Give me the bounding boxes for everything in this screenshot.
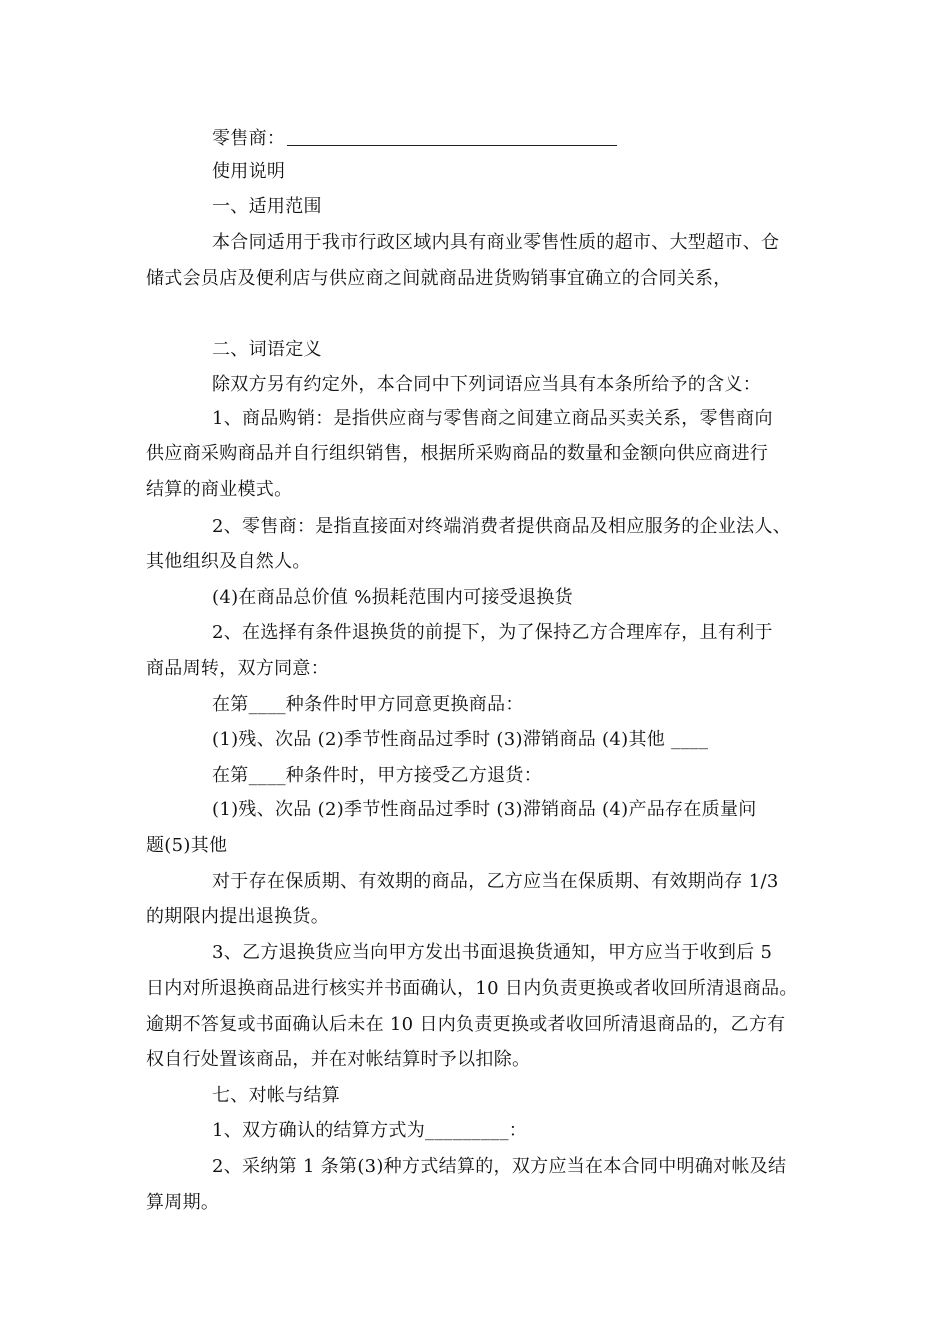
return-clause-3-line: 日内对所退换商品进行核实并书面确认，10 日内负责更换或者收回所清退商品。	[146, 978, 798, 999]
definition-1-line: 1、商品购销：是指供应商与零售商之间建立商品买卖关系，零售商向	[212, 408, 773, 429]
return-clause-3-line: 权自行处置该商品，并在对帐结算时予以扣除。	[146, 1049, 531, 1070]
retailer-field	[212, 126, 814, 152]
return-clause-3-line: 3、乙方退换货应当向甲方发出书面退换货通知，甲方应当于收到后 5	[212, 942, 773, 963]
settlement-clause-2-line: 2、采纳第 1 条第(3)种方式结算的，双方应当在本合同中明确对帐及结	[212, 1156, 787, 1177]
definition-2-line: 其他组织及自然人。	[146, 551, 311, 572]
usage-title: 使用说明	[212, 161, 286, 182]
settlement-clause-2-line: 算周期。	[146, 1192, 220, 1213]
definition-2-line: 2、零售商：是指直接面对终端消费者提供商品及相应服务的企业法人、	[212, 516, 792, 537]
return-clause-2-line: 2、在选择有条件退换货的前提下，为了保持乙方合理库存，且有利于	[212, 622, 773, 643]
settlement-clause-1: 1、双方确认的结算方式为_________：	[212, 1120, 528, 1141]
exchange-condition: 在第____种条件时甲方同意更换商品：	[212, 694, 524, 715]
retailer-label: 零售商：	[212, 128, 286, 149]
section-1-text-line: 本合同适用于我市行政区域内具有商业零售性质的超市、大型超市、仓	[212, 232, 780, 253]
section-2-intro: 除双方另有约定外，本合同中下列词语应当具有本条所给予的含义：	[212, 374, 761, 395]
definition-1-line: 结算的商业模式。	[146, 479, 293, 500]
section-1-text-line: 储式会员店及便利店与供应商之间就商品进货购销事宜确立的合同关系，	[146, 268, 732, 289]
return-options-line: 题(5)其他	[146, 835, 228, 856]
section-1-title: 一、适用范围	[212, 196, 322, 217]
section-7-title: 七、对帐与结算	[212, 1085, 341, 1106]
retailer-blank	[287, 127, 617, 146]
section-2-title: 二、词语定义	[212, 339, 322, 360]
shelf-life-line: 对于存在保质期、有效期的商品，乙方应当在保质期、有效期尚存 1/3	[212, 871, 779, 892]
return-condition: 在第____种条件时，甲方接受乙方退货：	[212, 765, 542, 786]
return-options-line: (1)残、次品 (2)季节性商品过季时 (3)滞销商品 (4)产品存在质量问	[212, 799, 757, 820]
definition-1-line: 供应商采购商品并自行组织销售，根据所采购商品的数量和金额向供应商进行	[146, 443, 769, 464]
return-item-4: (4)在商品总价值 %损耗范围内可接受退换货	[212, 587, 573, 608]
shelf-life-line: 的期限内提出退换货。	[146, 906, 329, 927]
return-clause-2-line: 商品周转，双方同意：	[146, 658, 329, 679]
return-clause-3-line: 逾期不答复或书面确认后未在 10 日内负责更换或者收回所清退商品的，乙方有	[146, 1014, 786, 1035]
exchange-options: (1)残、次品 (2)季节性商品过季时 (3)滞销商品 (4)其他 ____	[212, 729, 709, 750]
